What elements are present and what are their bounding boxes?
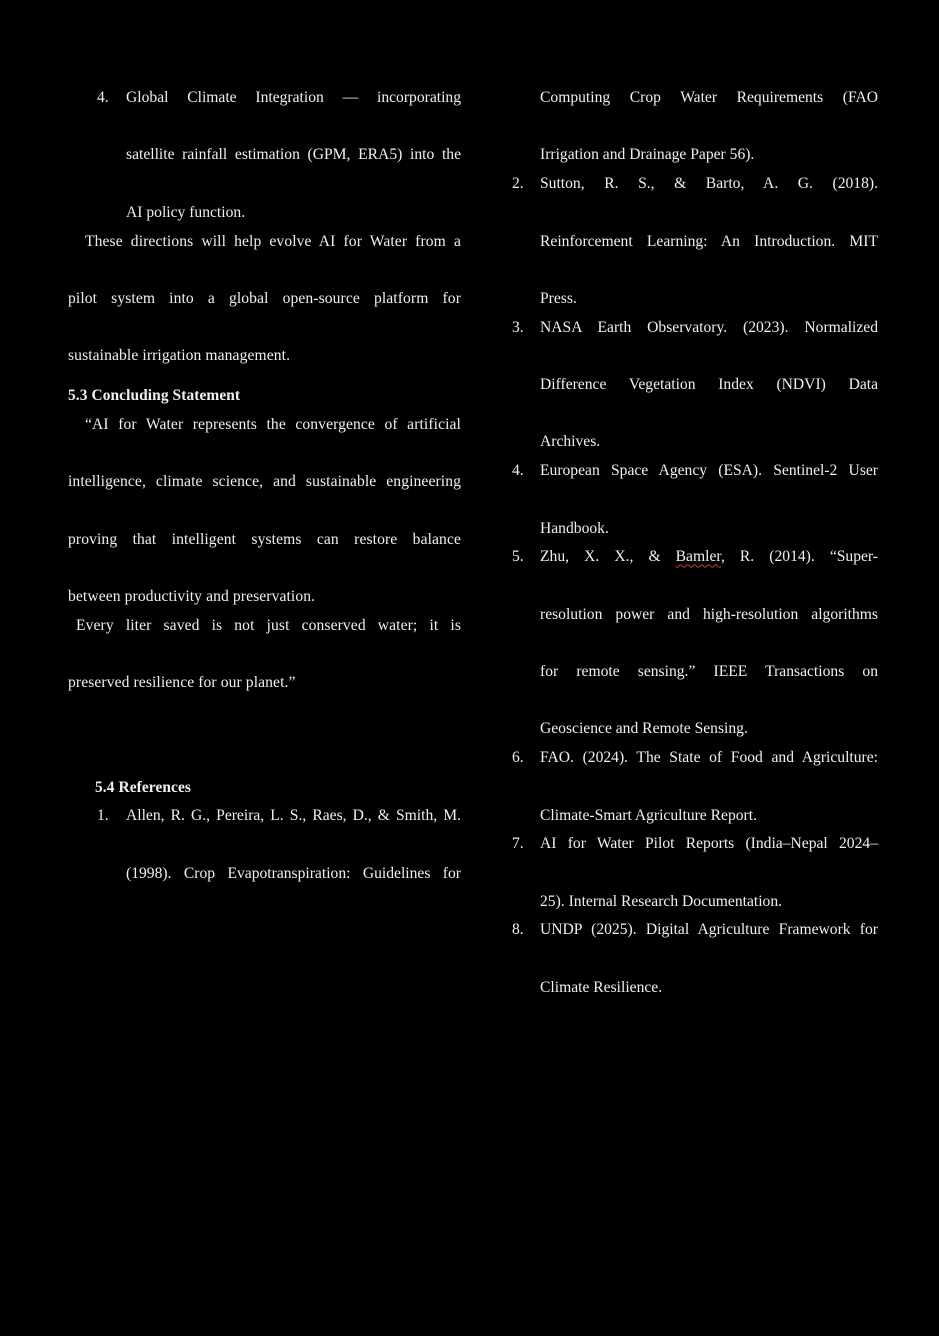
- concluding-quote-paragraph: [68, 411, 461, 612]
- reference-item: [512, 744, 878, 830]
- spacer: [68, 371, 461, 382]
- reference-line: AI for Water Pilot Reports (India–Nepal 2024–: [540, 835, 878, 853]
- reference-marker: 7.: [512, 835, 524, 853]
- spacer: [68, 698, 461, 774]
- reference-line: Reinforcement Learning: An Introduction. MIT: [540, 232, 878, 250]
- reference-line: Climate Resilience.: [540, 978, 663, 996]
- reference-marker: 6.: [512, 749, 524, 767]
- paragraph-line: pilot system into a global open-source platform for: [68, 289, 461, 307]
- reference-line: 25). Internal Research Documentation.: [540, 892, 783, 910]
- reference-marker: 1.: [97, 807, 109, 825]
- references-list-left: [68, 802, 461, 917]
- reference-text-part: , R. (2014). “Super-: [720, 548, 878, 566]
- future-directions-list: [68, 84, 461, 228]
- reference-text-part: Zhu, X. X., &: [540, 548, 676, 566]
- paragraph-line: sustainable irrigation management.: [68, 347, 291, 365]
- reference-line: Handbook.: [540, 519, 609, 537]
- reference-line: FAO. (2024). The State of Food and Agriculture:: [540, 749, 878, 767]
- reference-item: [512, 170, 878, 314]
- reference-line: Climate-Smart Agriculture Report.: [540, 806, 757, 824]
- right-column: [512, 84, 878, 1003]
- paragraph-line: between productivity and preservation.: [68, 587, 316, 605]
- reference-line: UNDP (2025). Digital Agriculture Framework for: [540, 921, 878, 939]
- list-marker: 4.: [97, 89, 109, 106]
- reference-line: Sutton, R. S., & Barto, A. G. (2018).: [540, 175, 878, 193]
- reference-line: Allen, R. G., Pereira, L. S., Raes, D., & Smith, M.: [126, 807, 461, 825]
- paragraph-line: proving that intelligent systems can restore balance: [68, 530, 461, 548]
- future-directions-paragraph: [68, 228, 461, 372]
- reference-line: European Space Agency (ESA). Sentinel-2 User: [540, 462, 878, 480]
- reference-marker: 5.: [512, 548, 524, 566]
- reference-marker: 4.: [512, 462, 524, 480]
- reference-line: resolution power and high-resolution algorithms: [540, 605, 878, 623]
- reference-item: [512, 457, 878, 543]
- reference-line: NASA Earth Observatory. (2023). Normalized: [540, 318, 878, 336]
- list-item-line: satellite rainfall estimation (GPM, ERA5) into the: [126, 146, 461, 164]
- paragraph-line: These directions will help evolve AI for Water from a: [85, 232, 461, 250]
- reference-line: Geoscience and Remote Sensing.: [540, 720, 748, 738]
- list-item: [68, 84, 461, 228]
- reference-line: Difference Vegetation Index (NDVI) Data: [540, 376, 878, 394]
- reference-item: [512, 830, 878, 916]
- reference-line: Irrigation and Drainage Paper 56).: [540, 146, 755, 164]
- references-list-right: [512, 170, 878, 1002]
- section-heading-5-3: 5.3 Concluding Statement: [68, 387, 241, 405]
- paragraph-line: preserved resilience for our planet.”: [68, 674, 296, 692]
- list-item-line: AI policy function.: [126, 203, 246, 221]
- reference-item: [512, 543, 878, 744]
- concluding-closing-paragraph: [68, 612, 461, 698]
- list-item-line: Global Climate Integration — incorporating: [126, 89, 461, 106]
- paragraph-line: Every liter saved is not just conserved water; it is: [76, 616, 461, 634]
- reference-item-continued: [512, 84, 878, 170]
- section-heading-5-4: 5.4 References: [95, 778, 191, 796]
- reference-line: [540, 543, 878, 600]
- reference-item: [512, 314, 878, 458]
- paragraph-line: intelligence, climate science, and sustainable engineering: [68, 473, 461, 491]
- reference-marker: 2.: [512, 175, 524, 193]
- paragraph-line: “AI for Water represents the convergence of artificial: [85, 415, 461, 433]
- reference-line: Archives.: [540, 433, 601, 451]
- reference-item: [68, 802, 461, 917]
- reference-line: Press.: [540, 289, 577, 307]
- reference-line: Computing Crop Water Requirements (FAO: [540, 89, 878, 106]
- left-column: [68, 84, 461, 917]
- reference-item: [512, 916, 878, 1002]
- misspelled-word[interactable]: Bamler: [675, 548, 721, 566]
- reference-marker: 8.: [512, 921, 524, 939]
- reference-marker: 3.: [512, 318, 524, 336]
- reference-line: for remote sensing.” IEEE Transactions on: [540, 663, 878, 681]
- reference-line: (1998). Crop Evapotranspiration: Guidelines for: [126, 864, 461, 882]
